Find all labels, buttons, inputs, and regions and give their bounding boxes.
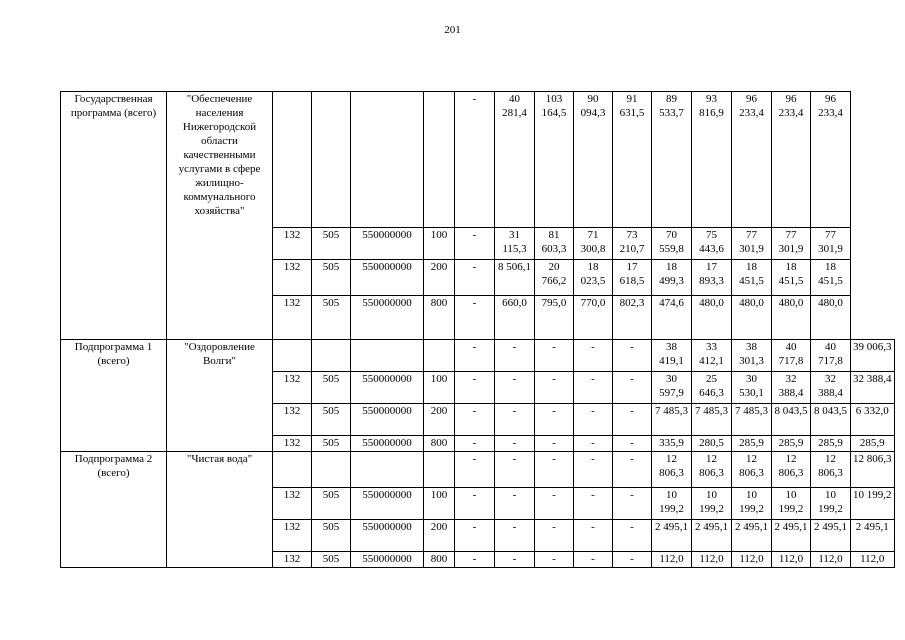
- year-value-cell: 10 199,2: [652, 488, 692, 520]
- year-value-cell: 474,6: [652, 296, 692, 340]
- year-value-cell: 112,0: [692, 552, 732, 568]
- empty-year-cell: -: [455, 404, 495, 436]
- year-value-cell: -: [574, 340, 613, 372]
- year-value-cell: -: [613, 436, 652, 452]
- target-article-cell: 550000000: [351, 404, 424, 436]
- year-value-cell: 40 717,8: [811, 340, 851, 372]
- year-value-cell: -: [495, 404, 535, 436]
- grbs-code-cell: 132: [273, 296, 312, 340]
- year-value-cell: 2 495,1: [652, 520, 692, 552]
- year-value-cell: -: [535, 488, 574, 520]
- year-value-cell: -: [574, 436, 613, 452]
- section-code-cell: [312, 340, 351, 372]
- year-value-cell: 96 233,4: [811, 92, 851, 228]
- year-value-cell: 17 618,5: [613, 260, 652, 296]
- year-value-cell: 8 506,1: [495, 260, 535, 296]
- year-value-cell: -: [574, 452, 613, 488]
- year-value-cell: 10 199,2: [692, 488, 732, 520]
- expense-type-cell: 100: [424, 372, 455, 404]
- section-code-cell: [312, 452, 351, 488]
- year-value-cell: 480,0: [811, 296, 851, 340]
- empty-year-cell: -: [455, 228, 495, 260]
- year-value-cell: 32 388,4: [772, 372, 811, 404]
- year-value-cell: 280,5: [692, 436, 732, 452]
- year-value-cell: 18 451,5: [732, 260, 772, 296]
- year-value-cell: 7 485,3: [732, 404, 772, 436]
- table-row: [61, 340, 895, 372]
- year-value-cell: 10 199,2: [851, 488, 895, 520]
- year-value-cell: 70 559,8: [652, 228, 692, 260]
- expense-type-cell: 800: [424, 552, 455, 568]
- year-value-cell: -: [535, 520, 574, 552]
- empty-year-cell: -: [455, 552, 495, 568]
- grbs-code-cell: 132: [273, 260, 312, 296]
- year-value-cell: -: [574, 372, 613, 404]
- empty-year-cell: -: [455, 92, 495, 228]
- year-value-cell: 18 451,5: [772, 260, 811, 296]
- year-value-cell: -: [495, 488, 535, 520]
- year-value-cell: -: [495, 436, 535, 452]
- year-value-cell: 12 806,3: [692, 452, 732, 488]
- year-value-cell: -: [535, 404, 574, 436]
- year-value-cell: 30 597,9: [652, 372, 692, 404]
- year-value-cell: -: [613, 520, 652, 552]
- year-value-cell: 112,0: [652, 552, 692, 568]
- table-row: [61, 92, 895, 228]
- section-code-cell: 505: [312, 372, 351, 404]
- year-value-cell: 480,0: [732, 296, 772, 340]
- section-code-cell: 505: [312, 520, 351, 552]
- year-value-cell: 18 023,5: [574, 260, 613, 296]
- year-value-cell: 112,0: [772, 552, 811, 568]
- budget-table: [60, 91, 895, 568]
- grbs-code-cell: 132: [273, 488, 312, 520]
- grbs-code-cell: 132: [273, 436, 312, 452]
- target-article-cell: 550000000: [351, 552, 424, 568]
- year-value-cell: 32 388,4: [811, 372, 851, 404]
- year-value-cell: -: [535, 340, 574, 372]
- year-value-cell: 91 631,5: [613, 92, 652, 228]
- year-value-cell: 18 451,5: [811, 260, 851, 296]
- year-value-cell: 71 300,8: [574, 228, 613, 260]
- grbs-code-cell: 132: [273, 228, 312, 260]
- grbs-code-cell: [273, 340, 312, 372]
- program-title-cell: "Обеспечение населения Нижегородской области качественными услугами в сфере жилищно-коммунального хозяйства": [167, 92, 273, 340]
- expense-type-cell: 800: [424, 436, 455, 452]
- target-article-cell: 550000000: [351, 228, 424, 260]
- year-value-cell: 18 499,3: [652, 260, 692, 296]
- grbs-code-cell: 132: [273, 552, 312, 568]
- year-value-cell: 77 301,9: [811, 228, 851, 260]
- expense-type-cell: 100: [424, 488, 455, 520]
- year-value-cell: 75 443,6: [692, 228, 732, 260]
- target-article-cell: [351, 340, 424, 372]
- year-value-cell: 17 893,3: [692, 260, 732, 296]
- page-number: 201: [444, 24, 461, 36]
- year-value-cell: 112,0: [732, 552, 772, 568]
- year-value-cell: 38 419,1: [652, 340, 692, 372]
- year-value-cell: 10 199,2: [732, 488, 772, 520]
- year-value-cell: 39 006,3: [851, 340, 895, 372]
- year-value-cell: 795,0: [535, 296, 574, 340]
- year-value-cell: 285,9: [851, 436, 895, 452]
- year-value-cell: 285,9: [772, 436, 811, 452]
- program-title-cell: "Чистая вода": [167, 452, 273, 568]
- year-value-cell: -: [495, 520, 535, 552]
- year-value-cell: 96 233,4: [772, 92, 811, 228]
- year-value-cell: -: [574, 404, 613, 436]
- year-value-cell: 2 495,1: [811, 520, 851, 552]
- year-value-cell: -: [495, 452, 535, 488]
- year-value-cell: 12 806,3: [772, 452, 811, 488]
- year-value-cell: 96 233,4: [732, 92, 772, 228]
- year-value-cell: 10 199,2: [772, 488, 811, 520]
- year-value-cell: 93 816,9: [692, 92, 732, 228]
- year-value-cell: -: [613, 340, 652, 372]
- year-value-cell: 112,0: [851, 552, 895, 568]
- grbs-code-cell: [273, 452, 312, 488]
- year-value-cell: 8 043,5: [811, 404, 851, 436]
- empty-year-cell: -: [455, 372, 495, 404]
- year-value-cell: -: [613, 404, 652, 436]
- year-value-cell: 802,3: [613, 296, 652, 340]
- year-value-cell: 7 485,3: [652, 404, 692, 436]
- year-value-cell: -: [495, 340, 535, 372]
- section-code-cell: 505: [312, 552, 351, 568]
- section-code-cell: 505: [312, 260, 351, 296]
- grbs-code-cell: 132: [273, 404, 312, 436]
- target-article-cell: [351, 452, 424, 488]
- year-value-cell: 2 495,1: [732, 520, 772, 552]
- expense-type-cell: [424, 452, 455, 488]
- year-value-cell: 40 281,4: [495, 92, 535, 228]
- year-value-cell: -: [535, 552, 574, 568]
- section-code-cell: 505: [312, 228, 351, 260]
- year-value-cell: 6 332,0: [851, 404, 895, 436]
- year-value-cell: 33 412,1: [692, 340, 732, 372]
- grbs-code-cell: [273, 92, 312, 228]
- year-value-cell: -: [574, 552, 613, 568]
- year-value-cell: 10 199,2: [811, 488, 851, 520]
- year-value-cell: -: [495, 552, 535, 568]
- expense-type-cell: [424, 92, 455, 228]
- year-value-cell: 660,0: [495, 296, 535, 340]
- year-value-cell: 20 766,2: [535, 260, 574, 296]
- year-value-cell: 285,9: [811, 436, 851, 452]
- year-value-cell: 285,9: [732, 436, 772, 452]
- year-value-cell: 12 806,3: [732, 452, 772, 488]
- year-value-cell: 7 485,3: [692, 404, 732, 436]
- target-article-cell: [351, 92, 424, 228]
- year-value-cell: 38 301,3: [732, 340, 772, 372]
- empty-year-cell: -: [455, 452, 495, 488]
- table-row: [61, 452, 895, 488]
- empty-year-cell: -: [455, 520, 495, 552]
- year-value-cell: -: [535, 372, 574, 404]
- grbs-code-cell: 132: [273, 520, 312, 552]
- year-value-cell: 2 495,1: [772, 520, 811, 552]
- year-value-cell: 12 806,3: [851, 452, 895, 488]
- year-value-cell: 103 164,5: [535, 92, 574, 228]
- year-value-cell: 77 301,9: [772, 228, 811, 260]
- year-value-cell: 770,0: [574, 296, 613, 340]
- program-level-cell: Подпрограмма 1 (всего): [61, 340, 167, 452]
- program-level-cell: Подпрограмма 2 (всего): [61, 452, 167, 568]
- year-value-cell: -: [574, 520, 613, 552]
- empty-year-cell: -: [455, 488, 495, 520]
- year-value-cell: 2 495,1: [692, 520, 732, 552]
- year-value-cell: 73 210,7: [613, 228, 652, 260]
- year-value-cell: 40 717,8: [772, 340, 811, 372]
- year-value-cell: 31 115,3: [495, 228, 535, 260]
- expense-type-cell: 200: [424, 404, 455, 436]
- year-value-cell: 81 603,3: [535, 228, 574, 260]
- program-title-cell: "Оздоровление Волги": [167, 340, 273, 452]
- year-value-cell: -: [613, 452, 652, 488]
- target-article-cell: 550000000: [351, 296, 424, 340]
- year-value-cell: 12 806,3: [652, 452, 692, 488]
- grbs-code-cell: 132: [273, 372, 312, 404]
- expense-type-cell: 200: [424, 520, 455, 552]
- year-value-cell: -: [574, 488, 613, 520]
- year-value-cell: 77 301,9: [732, 228, 772, 260]
- target-article-cell: 550000000: [351, 372, 424, 404]
- year-value-cell: 90 094,3: [574, 92, 613, 228]
- section-code-cell: 505: [312, 488, 351, 520]
- section-code-cell: 505: [312, 296, 351, 340]
- year-value-cell: -: [495, 372, 535, 404]
- expense-type-cell: 200: [424, 260, 455, 296]
- year-value-cell: -: [613, 552, 652, 568]
- year-value-cell: -: [613, 372, 652, 404]
- year-value-cell: 2 495,1: [851, 520, 895, 552]
- year-value-cell: 112,0: [811, 552, 851, 568]
- year-value-cell: -: [613, 488, 652, 520]
- program-level-cell: Государственная программа (всего): [61, 92, 167, 340]
- empty-year-cell: -: [455, 436, 495, 452]
- year-value-cell: 25 646,3: [692, 372, 732, 404]
- year-value-cell: 480,0: [692, 296, 732, 340]
- year-value-cell: -: [535, 452, 574, 488]
- empty-year-cell: -: [455, 296, 495, 340]
- expense-type-cell: 800: [424, 296, 455, 340]
- year-value-cell: -: [535, 436, 574, 452]
- empty-year-cell: -: [455, 340, 495, 372]
- year-value-cell: 8 043,5: [772, 404, 811, 436]
- year-value-cell: 32 388,4: [851, 372, 895, 404]
- empty-year-cell: -: [455, 260, 495, 296]
- year-value-cell: 12 806,3: [811, 452, 851, 488]
- section-code-cell: 505: [312, 404, 351, 436]
- expense-type-cell: [424, 340, 455, 372]
- year-value-cell: 30 530,1: [732, 372, 772, 404]
- target-article-cell: 550000000: [351, 488, 424, 520]
- target-article-cell: 550000000: [351, 520, 424, 552]
- target-article-cell: 550000000: [351, 260, 424, 296]
- year-value-cell: 89 533,7: [652, 92, 692, 228]
- expense-type-cell: 100: [424, 228, 455, 260]
- year-value-cell: 480,0: [772, 296, 811, 340]
- target-article-cell: 550000000: [351, 436, 424, 452]
- section-code-cell: [312, 92, 351, 228]
- section-code-cell: 505: [312, 436, 351, 452]
- year-value-cell: 335,9: [652, 436, 692, 452]
